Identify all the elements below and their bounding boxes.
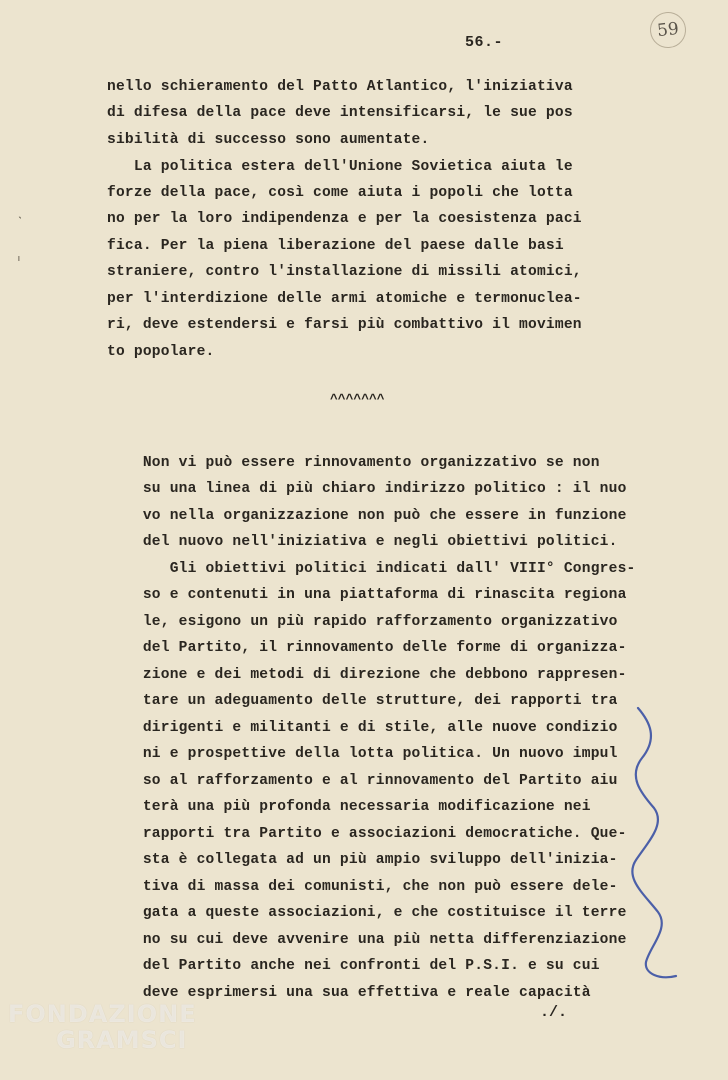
text-line: del Partito anche nei confronti del P.S.I. e su cui: [107, 958, 600, 974]
text-line: La politica estera dell'Unione Sovietica aiuta le: [107, 159, 573, 175]
text-line: per l'interdizione delle armi atomiche e termonuclea-: [107, 291, 582, 307]
text-line: su una linea di più chiaro indirizzo politico : il nuo: [107, 481, 627, 497]
margin-mark-2: ᶦ: [15, 253, 23, 268]
text-line: zione e dei metodi di direzione che debbono rappresen-: [107, 667, 627, 683]
text-line: del Partito, il rinnovamento delle forme di organizza-: [107, 640, 627, 656]
text-line: sibilità di successo sono aumentate.: [107, 132, 430, 148]
page-number: 56.-: [465, 34, 504, 51]
watermark-logo: [8, 1002, 197, 1052]
text-line: le, esigono un più rapido rafforzamento organizzativo: [107, 614, 618, 630]
section-separator: ^^^^^^^: [330, 392, 385, 407]
archive-stamp: 59: [648, 10, 688, 50]
text-line: no per la loro indipendenza e per la coesistenza paci: [107, 211, 582, 227]
text-line: vo nella organizzazione non può che essere in funzione: [107, 508, 627, 524]
watermark-line-2: GRAMSCI: [56, 1026, 188, 1054]
text-line: del nuovo nell'iniziativa e negli obiettivi politici.: [107, 534, 618, 550]
text-line: Non vi può essere rinnovamento organizzativo se non: [107, 455, 600, 471]
margin-mark-1: ˎ: [16, 205, 24, 220]
text-line: ri, deve estendersi e farsi più combattivo il movimen: [107, 317, 582, 333]
text-line: deve esprimersi una sua effettiva e reale capacità: [107, 985, 591, 1001]
text-line: no su cui deve avvenire una più netta differenziazione: [107, 932, 627, 948]
text-line: forze della pace, così come aiuta i popoli che lotta: [107, 185, 573, 201]
text-line: Gli obiettivi politici indicati dall' VIII° Congres-: [107, 561, 636, 577]
text-line: tare un adeguamento delle strutture, dei rapporti tra: [107, 693, 618, 709]
text-line: to popolare.: [107, 344, 215, 360]
text-line: nello schieramento del Patto Atlantico, l'iniziativa: [107, 79, 573, 95]
text-line: so al rafforzamento e al rinnovamento del Partito aiu: [107, 773, 618, 789]
text-line: sta è collegata ad un più ampio sviluppo dell'inizia-: [107, 852, 618, 868]
text-line: di difesa della pace deve intensificarsi, le sue pos: [107, 105, 573, 121]
text-line: straniere, contro l'installazione di missili atomici,: [107, 264, 582, 280]
continuation-mark: ./.: [540, 1004, 568, 1021]
text-line: gata a queste associazioni, e che costituisce il terre: [107, 905, 627, 921]
text-line: fica. Per la piena liberazione del paese dalle basi: [107, 238, 564, 254]
text-line: ni e prospettive della lotta politica. Un nuovo impul: [107, 746, 618, 762]
watermark-line-1: FONDAZIONE: [8, 1000, 197, 1028]
text-line: terà una più profonda necessaria modificazione nei: [107, 799, 591, 815]
text-line: so e contenuti in una piattaforma di rinascita regiona: [107, 587, 627, 603]
text-line: rapporti tra Partito e associazioni democratiche. Que-: [107, 826, 627, 842]
text-line: tiva di massa dei comunisti, che non può essere dele-: [107, 879, 618, 895]
text-line: dirigenti e militanti e di stile, alle nuove condizio: [107, 720, 618, 736]
margin-pen-squiggle: [600, 700, 700, 990]
